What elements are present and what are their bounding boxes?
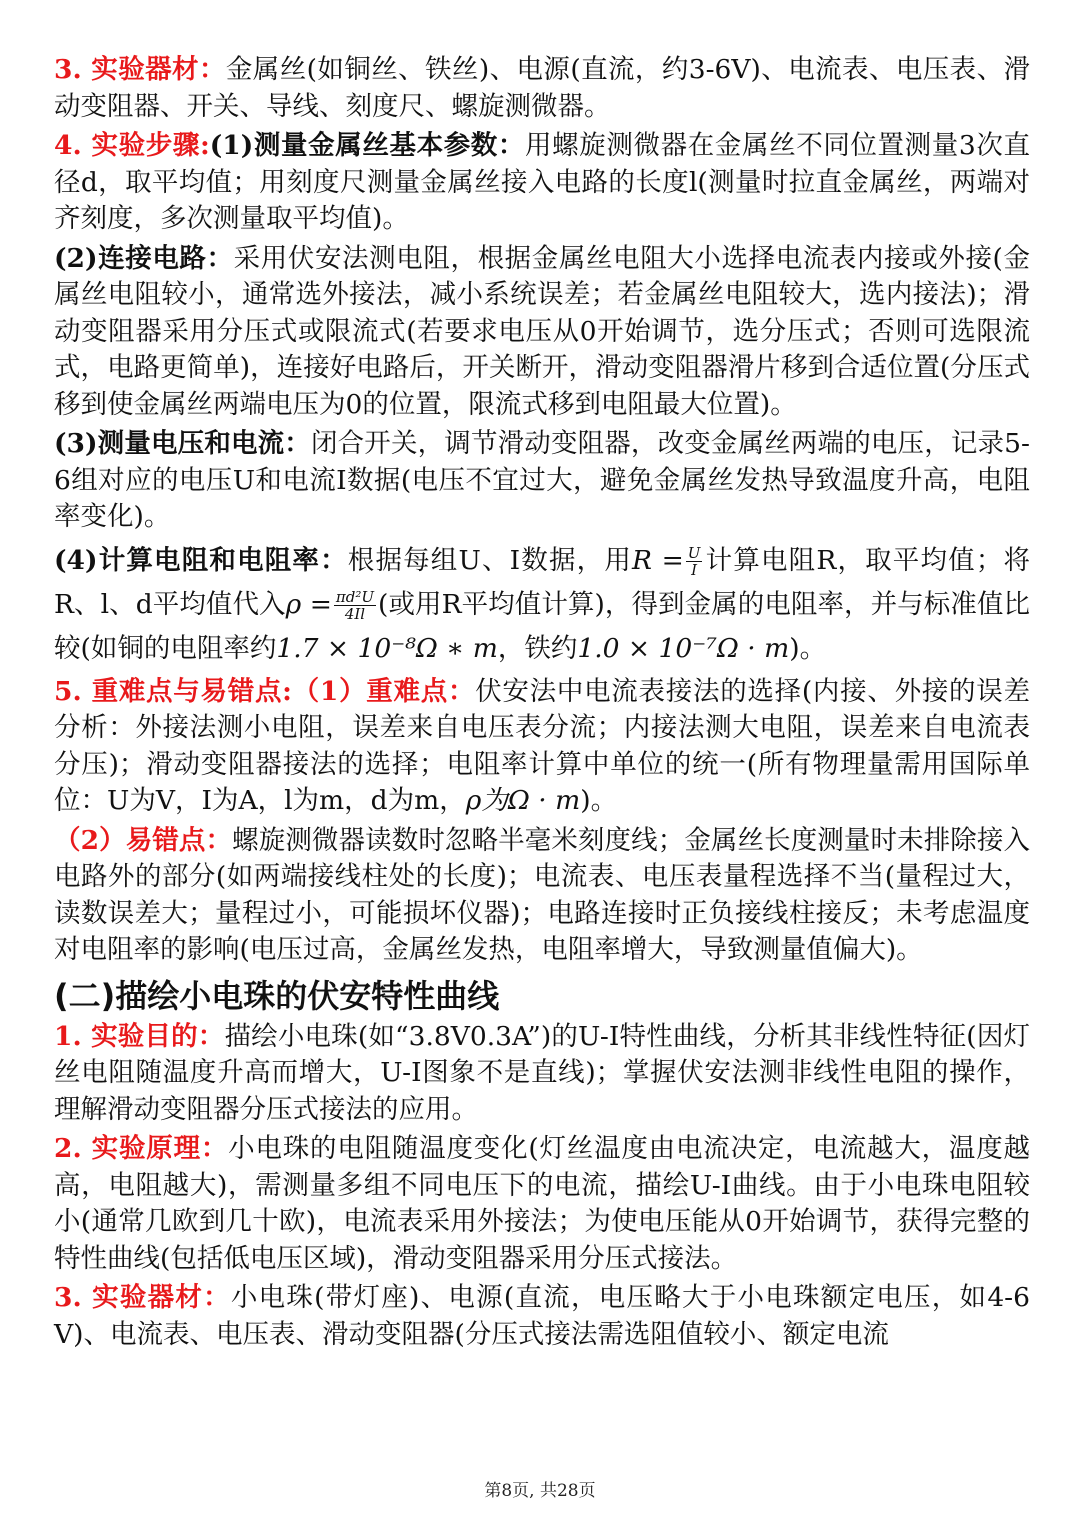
- paragraph-text: ，铁约: [497, 632, 578, 664]
- paragraph-text: )。: [789, 632, 827, 664]
- paragraph-steps-2: [54, 241, 1030, 424]
- paragraph-text: 采用伏安法测电阻，根据金属丝电阻大小选择电流表内接或外接(金属丝电阻较小，通常选外接法，减小系统误差；若金属丝电阻较大，选内接法)；滑动变阻器采用分压式或限流式(若要求电压从0开始调节，选分压式；否则可选限流式，电路更简单)，连接好电路后，开关断开，滑动变阻器滑片移到合适位置(分压式移到使金属丝两端电压为0的位置，限流式移到电阻最大位置)。: [54, 242, 1030, 420]
- value-copper-resistivity: 1.7 × 10⁻⁸Ω ∗ m: [276, 632, 498, 664]
- paragraph-text: )。: [580, 785, 618, 816]
- fraction-numerator: πd²U: [335, 588, 375, 606]
- paragraph-text: 描绘小电珠(如“3.8V0.3A”)的U-I特性曲线，分析其非线性特征(因灯丝电阻随温度升高而增大，U-I图象不是直线)；掌握伏安法测非线性电阻的操作，理解滑动变阻器分压式接法的应用。: [54, 1020, 1030, 1125]
- paragraph-purpose: [54, 1019, 1030, 1129]
- section-label-equipment: 3. 实验器材：: [54, 54, 226, 85]
- formula-resistance: R =: [632, 544, 684, 576]
- document-page: [54, 52, 1030, 1356]
- paragraph-steps-4: [54, 539, 1030, 671]
- value-iron-resistivity: 1.0 × 10⁻⁷Ω · m: [577, 632, 790, 664]
- page-number: 第8页, 共28页: [484, 1481, 596, 1501]
- section-label-key-points: 5. 重难点与易错点:（1）重难点：: [54, 675, 476, 707]
- section-label-purpose: 1. 实验目的：: [54, 1020, 225, 1052]
- step-subheading: (2)连接电路：: [54, 242, 234, 274]
- section-label-equipment: 3. 实验器材：: [54, 1282, 231, 1313]
- section-heading: (二)描绘小电珠的伏安特性曲线: [54, 976, 500, 1015]
- paragraph-text: 金属丝(如铜丝、铁丝)、电源(直流，约3-6V)、电流表、电压表、滑动变阻器、开关、导线、刻度尺、螺旋测微器。: [54, 54, 1031, 122]
- paragraph-steps-3: [54, 426, 1030, 536]
- fraction-u-over-i: [686, 545, 703, 578]
- section-label-common-errors: （2）易错点：: [54, 824, 233, 856]
- formula-resistivity: ρ =: [285, 588, 332, 620]
- paragraph-text: 小电珠(带灯座)、电源(直流，电压略大于小电珠额定电压，如4-6V)、电流表、电压表、滑动变阻器(分压式接法需选阻值较小、额定电流: [54, 1282, 1030, 1350]
- step-subheading: (4)计算电阻和电阻率：: [54, 544, 348, 576]
- fraction-resistivity: [334, 589, 376, 622]
- fraction-denominator: I: [691, 561, 698, 579]
- paragraph-principle: [54, 1131, 1030, 1277]
- step-subheading: (1)测量金属丝基本参数：: [209, 130, 526, 161]
- paragraph-text: 小电珠的电阻随温度变化(灯丝温度由电流决定，电流越大，温度越高，电阻越大)，需测量多组不同电压下的电流，描绘U-I曲线。由于小电珠电阻较小(通常几欧到几十欧)，电流表采用外接法；为使电压能从0开始调节，获得完整的特性曲线(包括低电压区域)，滑动变阻器采用分压式接法。: [54, 1133, 1031, 1274]
- paragraph-text: 螺旋测微器读数时忽略半毫米刻度线；金属丝长度测量时未排除接入电路外的部分(如两端接线柱处的长度)；电流表、电压表量程选择不当(量程过大，读数误差大；量程过小，可能损坏仪器)；电路连接时正负接线柱接反；未考虑温度对电阻率的影响(电压过高，金属丝发热，电阻率增大，导致测量值偏大)。: [54, 824, 1030, 965]
- paragraph-steps-1: [54, 128, 1030, 238]
- unit-resistivity: ρ为Ω · m: [465, 785, 581, 816]
- paragraph-text: 伏安法中电流表接法的选择(内接、外接的误差分析：外接法测小电阻，误差来自电压表分流；内接法测大电阻，误差来自电流表分压)；滑动变阻器接法的选择；电阻率计算中单位的统一(所有物理量需用国际单位：U为V，I为A，l为m，d为m，: [54, 675, 1030, 816]
- paragraph-equipment: [54, 52, 1030, 125]
- paragraph-text: 闭合开关，调节滑动变阻器，改变金属丝两端的电压，记录5-6组对应的电压U和电流I数据(电压不宜过大，避免金属丝发热导致温度升高，电阻率变化)。: [54, 428, 1030, 532]
- paragraph-text: 用螺旋测微器在金属丝不同位置测量3次直径d，取平均值；用刻度尺测量金属丝接入电路的长度l(测量时拉直金属丝，两端对齐刻度，多次测量取平均值)。: [54, 130, 1030, 234]
- section-label-steps: 4. 实验步骤:: [54, 130, 210, 161]
- paragraph-common-errors: [54, 823, 1030, 969]
- paragraph-text: 根据每组U、I数据，用: [347, 544, 633, 576]
- section-label-principle: 2. 实验原理：: [54, 1133, 229, 1164]
- fraction-denominator: 4Il: [344, 605, 366, 623]
- step-subheading: (3)测量电压和电流：: [54, 428, 311, 459]
- paragraph-text: (或用R平均值计算)，得到金属的电阻率，并与标准值比较(如铜的电阻率约: [54, 588, 1030, 664]
- paragraph-text: 计算电阻R，取平均值；将R、l、d平均值代入: [54, 544, 1030, 620]
- paragraph-key-points: [54, 674, 1030, 820]
- fraction-numerator: U: [687, 544, 701, 562]
- paragraph-equipment-2: [54, 1280, 1030, 1353]
